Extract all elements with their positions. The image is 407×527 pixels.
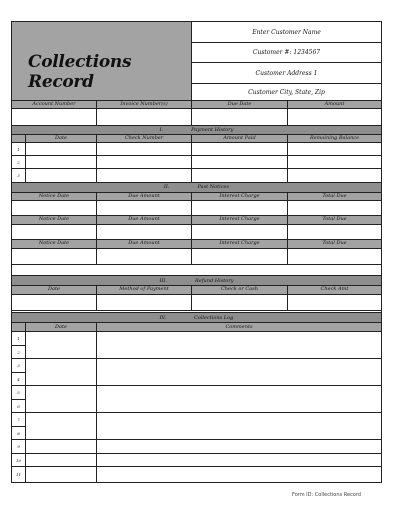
refund-header-method: Method of Payment [97,286,192,295]
collections-log-header [12,312,381,323]
log-comment-input[interactable] [97,454,381,467]
notice-interest-input[interactable] [192,201,288,216]
payment-paid-input[interactable] [192,156,288,169]
refund-date-input[interactable] [12,295,97,311]
payment-history-title: Payment History [191,127,234,133]
payment-header-paid: Amount Paid [192,135,288,143]
payment-balance-input[interactable] [288,156,381,169]
log-row-number: 11 [12,467,26,482]
log-row-number: 2 [12,346,26,359]
notice-date-input[interactable] [12,249,97,265]
notice-interest-input[interactable] [192,249,288,265]
payment-history-corner [12,135,26,143]
customer-name-field[interactable]: Enter Customer Name [192,22,381,43]
notice-header-total: Total Due [288,193,381,201]
refund-history-title: Refund History [194,278,234,284]
notice-header-due: Due Amount [97,240,192,249]
form-footer: Form ID: Collections Record [292,492,361,498]
notice-due-input[interactable] [97,201,192,216]
payment-paid-input[interactable] [192,169,288,183]
refund-method-input[interactable] [97,295,192,311]
notice-header-date: Notice Date [12,193,97,201]
payment-header-date: Date [26,135,97,143]
collections-log-title: Collections Log [193,315,234,321]
log-header-comments: Comments [97,323,381,332]
customer-address-field[interactable]: Customer Address 1 [192,63,381,84]
payment-date-input[interactable] [26,169,97,183]
log-date-input[interactable] [26,386,97,413]
notice-header-total: Total Due [288,240,381,249]
log-row-number: 1 [12,332,26,346]
payment-row-number: 1 [12,143,26,156]
log-row-number: 7 [12,413,26,427]
log-date-input[interactable] [26,440,97,454]
log-comment-input[interactable] [97,386,381,413]
log-row-number: 8 [12,427,26,440]
customer-number-field[interactable]: Customer #: 1234567 [192,43,381,63]
past-notices-number: II. [163,184,170,190]
info-header-account: Account Number [12,101,97,109]
log-comment-input[interactable] [97,413,381,440]
log-row-number: 3 [12,359,26,373]
notice-header-due: Due Amount [97,193,192,201]
notice-interest-input[interactable] [192,225,288,240]
account-number-input[interactable] [12,109,97,126]
refund-history-number: III. [159,278,167,284]
payment-history-header [12,126,381,135]
customer-city-field[interactable]: Customer City, State, Zip [192,84,381,101]
invoice-number-input[interactable] [97,109,192,126]
log-comment-input[interactable] [97,440,381,454]
collections-log-corner [12,323,26,332]
payment-balance-input[interactable] [288,143,381,156]
info-header-due-date: Due Date [192,101,288,109]
log-date-input[interactable] [26,467,97,482]
refund-amount-input[interactable] [288,295,381,311]
payment-balance-input[interactable] [288,169,381,183]
payment-check-input[interactable] [97,143,192,156]
notice-header-total: Total Due [288,216,381,225]
log-row-number: 4 [12,373,26,386]
refund-check-cash-input[interactable] [192,295,288,311]
log-comment-input[interactable] [97,332,381,359]
payment-row-number: 2 [12,156,26,169]
payment-header-check: Check Number [97,135,192,143]
notice-header-date: Notice Date [12,240,97,249]
amount-input[interactable] [288,109,381,126]
log-row-number: 6 [12,400,26,413]
due-date-input[interactable] [192,109,288,126]
log-row-number: 10 [12,454,26,467]
payment-history-number: I. [159,127,164,133]
notice-header-interest: Interest Charge [192,193,288,201]
log-date-input[interactable] [26,359,97,386]
form-title: Collections Record [28,52,132,92]
past-notices-title: Past Notices [197,184,230,190]
info-header-invoice: Invoice Number(s) [97,101,192,109]
notice-total-input[interactable] [288,225,381,240]
log-comment-input[interactable] [97,467,381,482]
notice-date-input[interactable] [12,201,97,216]
notice-total-input[interactable] [288,201,381,216]
log-row-number: 5 [12,386,26,400]
notice-header-due: Due Amount [97,216,192,225]
log-header-date: Date [26,323,97,332]
refund-header-amount: Check Amt [288,286,381,295]
payment-check-input[interactable] [97,169,192,183]
log-row-number: 9 [12,440,26,454]
log-date-input[interactable] [26,413,97,440]
refund-header-date: Date [12,286,97,295]
payment-paid-input[interactable] [192,143,288,156]
payment-row-number: 3 [12,169,26,183]
log-date-input[interactable] [26,454,97,467]
refund-history-header [12,275,381,286]
notice-header-date: Notice Date [12,216,97,225]
log-comment-input[interactable] [97,359,381,386]
payment-date-input[interactable] [26,143,97,156]
log-date-input[interactable] [26,332,97,359]
payment-check-input[interactable] [97,156,192,169]
info-header-amount: Amount [288,101,381,109]
notice-header-interest: Interest Charge [192,240,288,249]
title-block [12,22,192,101]
notice-total-input[interactable] [288,249,381,265]
notice-due-input[interactable] [97,249,192,265]
past-notices-header [12,183,381,193]
collections-log-number: IV. [159,315,166,321]
refund-header-check-cash: Check or Cash [192,286,288,295]
notice-due-input[interactable] [97,225,192,240]
payment-date-input[interactable] [26,156,97,169]
collections-record-form [11,21,382,483]
notice-date-input[interactable] [12,225,97,240]
notice-header-interest: Interest Charge [192,216,288,225]
payment-header-balance: Remaining Balance [288,135,381,143]
